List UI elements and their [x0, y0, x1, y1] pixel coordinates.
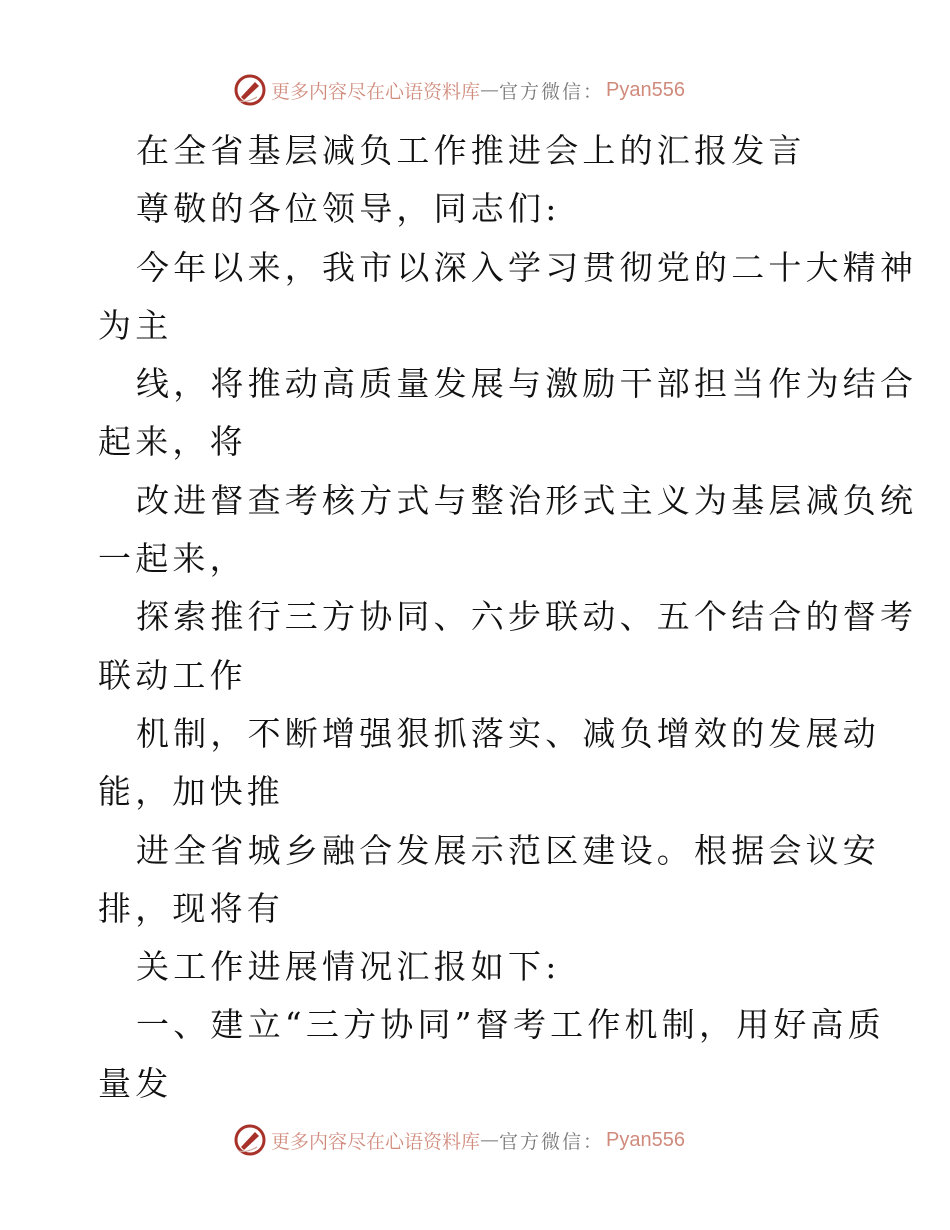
watermark-label: 官方微信：	[499, 1130, 605, 1153]
paragraph-line: 线，将推动高质量发展与激励干部担当作为结合	[136, 364, 918, 404]
paragraph-line: 联动工作	[98, 655, 247, 695]
paragraph-line: 为主	[98, 305, 173, 345]
paragraph-line: 改进督查考核方式与整治形式主义为基层减负统	[136, 480, 918, 520]
paragraph-line: 机制，不断增强狠抓落实、减负增效的发展动	[136, 713, 880, 753]
paragraph-line: 进全省城乡融合发展示范区建设。根据会议安	[136, 830, 880, 870]
watermark-dash: —	[480, 79, 500, 101]
watermark-text: 更多内容尽在心语资料库	[271, 1130, 481, 1153]
pen-nib-logo-icon	[233, 73, 267, 107]
paragraph-line: 能，加快推	[98, 772, 284, 812]
paragraph-line: 量发	[98, 1063, 173, 1103]
header-watermark	[233, 72, 685, 108]
paragraph-line: 探索推行三方协同、六步联动、五个结合的督考	[136, 597, 918, 637]
watermark-id: Pyan556	[606, 1128, 685, 1151]
pen-nib-logo-icon	[233, 1123, 267, 1157]
watermark-label: 官方微信：	[499, 80, 605, 103]
document-title: 在全省基层减负工作推进会上的汇报发言	[136, 131, 806, 170]
section-heading: 一、建立“三方协同”督考工作机制，用好高质	[136, 1005, 885, 1045]
watermark-id: Pyan556	[606, 78, 685, 101]
watermark-dash: —	[480, 1129, 500, 1151]
paragraph-line: 关工作进展情况汇报如下:	[136, 947, 561, 987]
paragraph-line: 排，现将有	[98, 888, 284, 928]
paragraph-line: 一起来，	[98, 539, 247, 579]
paragraph-line: 今年以来，我市以深入学习贯彻党的二十大精神	[136, 247, 918, 287]
document-body	[98, 122, 918, 1113]
watermark-text: 更多内容尽在心语资料库	[271, 80, 481, 103]
salutation: 尊敬的各位领导，同志们:	[136, 189, 561, 229]
footer-watermark	[233, 1122, 685, 1158]
paragraph-line: 起来，将	[98, 422, 247, 462]
